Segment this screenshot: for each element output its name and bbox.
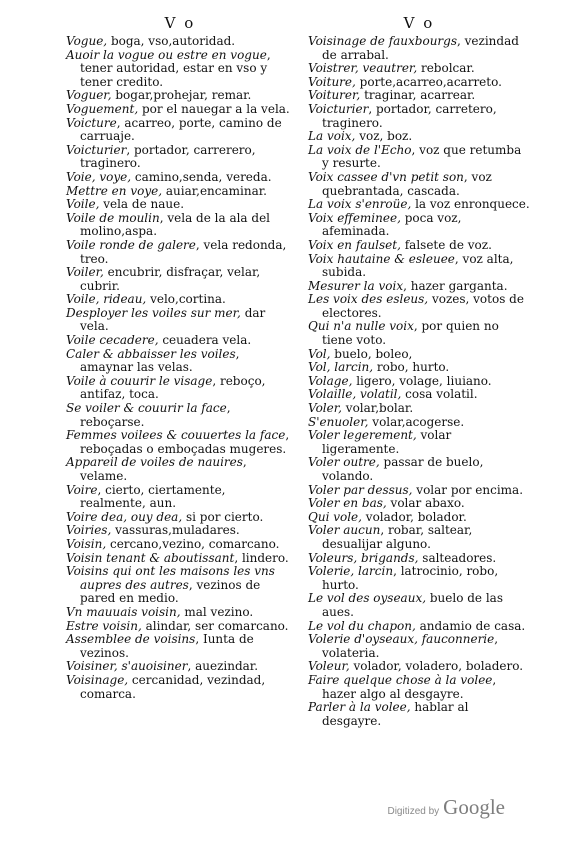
entry-headword: Volage, (308, 373, 353, 388)
entry-definition: , cierto, ciertamente, realmente, aun. (80, 482, 226, 511)
entry-headword: Assemblee de voisins (66, 632, 196, 647)
entry-headword: Voler outre, (308, 455, 380, 470)
entry-definition: , vela redonda, treo. (80, 237, 287, 266)
entry-headword: Appareil de voiles de nauires (66, 455, 243, 470)
entry-definition: , portador, carretero, traginero. (322, 101, 497, 130)
entry-headword: Qui n'a nulle voix (308, 319, 414, 334)
right-entries (308, 35, 530, 728)
entry-definition: encubrir, disfraçar, velar, cubrir. (80, 265, 261, 293)
dictionary-entry (308, 429, 530, 456)
entry-headword: Voicture (66, 115, 117, 130)
entry-headword: Voile, (66, 197, 100, 212)
entry-definition: , reboçarse. (80, 401, 231, 429)
dictionary-entry (66, 402, 294, 429)
dictionary-entry (308, 592, 530, 619)
dictionary-entry (308, 633, 530, 660)
entry-headword: Voix en faulset, (308, 237, 401, 252)
entry-headword: Voix cassee d'vn petit son (308, 169, 464, 184)
entry-definition: boga, vso,autoridad. (107, 34, 236, 48)
dictionary-entry (308, 375, 530, 389)
entry-definition: , amaynar las velas. (80, 346, 240, 375)
entry-headword: Estre voisin, (66, 618, 142, 633)
entry-headword: Qui vole, (308, 509, 362, 524)
entry-headword: Voguer, (66, 88, 112, 103)
dictionary-entry (308, 144, 530, 171)
entry-headword: Vol, larcin, (308, 360, 374, 375)
dictionary-entry (66, 429, 294, 456)
dictionary-entry (308, 402, 530, 416)
dictionary-entry (66, 565, 294, 606)
entry-headword: Voler par dessus, (308, 482, 413, 497)
entry-headword: Voler en bas, (308, 496, 387, 511)
entry-headword: Voisinage, (66, 672, 129, 687)
entry-definition: andamio de casa. (415, 618, 526, 633)
dictionary-entry (66, 293, 294, 307)
dictionary-entry (308, 239, 530, 253)
entry-headword: S'enuoler, (308, 414, 369, 429)
dictionary-entry (308, 253, 530, 280)
entry-headword: Voile cecadere, (66, 333, 159, 348)
entry-definition: dar vela. (80, 305, 266, 334)
dictionary-entry (308, 89, 530, 103)
dictionary-entry (66, 606, 294, 620)
dictionary-entry (66, 212, 294, 239)
entry-definition: , vezinos de pared en medio. (80, 577, 261, 606)
left-entries (66, 35, 294, 701)
dictionary-entry (66, 524, 294, 538)
entry-definition: passar de buelo, volando. (322, 455, 484, 483)
dictionary-entry (308, 524, 530, 551)
dictionary-entry (308, 388, 530, 402)
entry-definition: voz, boz. (355, 129, 413, 144)
dictionary-entry (308, 293, 530, 320)
entry-definition: , reboço, antifaz, toca. (80, 373, 266, 402)
dictionary-entry (66, 307, 294, 334)
entry-headword: Femmes voilees & couuertes la face (66, 428, 286, 443)
entry-definition: ligero, volage, liuiano. (352, 373, 492, 388)
entry-definition: , por quien no tiene voto. (322, 319, 499, 348)
entry-definition: , acarreo, porte, camino de carruaje. (80, 115, 282, 144)
dictionary-entry (66, 633, 294, 660)
entry-definition: rebolcar. (417, 61, 475, 76)
entry-headword: Voisiner, s'auoisiner (66, 659, 188, 674)
entry-definition: cercanidad, vezindad, comarca. (80, 672, 266, 701)
dictionary-entry (308, 198, 530, 212)
entry-definition: , portador, carrerero, traginero. (80, 142, 256, 171)
entry-headword: Caler & abbaisser les voiles (66, 346, 236, 361)
dictionary-entry (308, 348, 530, 362)
dictionary-entry (308, 35, 530, 62)
entry-definition: , vezindad de arrabal. (322, 34, 519, 62)
dictionary-entry (308, 565, 530, 592)
entry-definition: volar,acogerse. (368, 414, 465, 429)
dictionary-entry (66, 375, 294, 402)
dictionary-entry (66, 620, 294, 634)
entry-definition: , velame. (80, 455, 247, 483)
dictionary-entry (66, 35, 294, 49)
dictionary-entry (66, 185, 294, 199)
dictionary-entry (66, 171, 294, 185)
left-column-title: V o (164, 14, 196, 32)
entry-definition: la voz enronquece. (411, 197, 530, 212)
entry-headword: Voicturier (66, 142, 127, 157)
entry-headword: Voguement, (66, 101, 139, 116)
entry-definition: buelo, boleo, (330, 346, 413, 361)
entry-headword: Vn mauuais voisin, (66, 604, 181, 619)
entry-definition: poca voz, afeminada. (322, 210, 462, 239)
dictionary-entry (66, 49, 294, 90)
entry-definition: , Iunta de vezinos. (80, 632, 254, 660)
right-column-title: V o (403, 14, 435, 32)
entry-definition: vassuras,muladares. (111, 523, 240, 538)
entry-definition: camino,senda, vereda. (131, 169, 272, 184)
dictionary-entry (66, 538, 294, 552)
entry-headword: Le vol des oyseaux, (308, 591, 427, 606)
dictionary-entry (66, 334, 294, 348)
entry-headword: Voile de moulin (66, 210, 160, 225)
right-column (308, 14, 530, 728)
entry-definition: porte,acarreo,acarreto. (355, 74, 502, 89)
entry-definition: volar ligeramente. (322, 428, 452, 456)
entry-headword: Voisins qui ont les maisons les vns aupres des autres (66, 564, 275, 592)
entry-definition: bogar,prohejar, remar. (111, 88, 252, 103)
dictionary-entry (66, 484, 294, 511)
entry-headword: Voisin tenant & aboutissant (66, 550, 235, 565)
entry-headword: Voile à couurir le visage (66, 373, 213, 388)
entry-definition: buelo de las aues. (322, 591, 503, 619)
dictionary-entry (308, 212, 530, 239)
entry-headword: Auoir la vogue ou estre en vogue (66, 47, 267, 62)
dictionary-entry (66, 198, 294, 212)
dictionary-entry (308, 62, 530, 76)
dictionary-entry (66, 144, 294, 171)
entry-headword: Volerie d'oyseaux, fauconnerie (308, 632, 495, 647)
entry-headword: La voix de l'Echo (308, 142, 412, 157)
entry-headword: Parler à la volee, (308, 700, 411, 715)
entry-headword: Voicturier (308, 101, 369, 116)
entry-headword: Voiler, (66, 265, 104, 280)
dictionary-entry (308, 497, 530, 511)
dictionary-entry (66, 266, 294, 293)
entry-definition: , robar, saltear, desualijar alguno. (322, 523, 473, 551)
dictionary-entry (308, 130, 530, 144)
entry-headword: Vogue, (66, 34, 108, 48)
entry-definition: volar,bolar. (341, 401, 414, 416)
entry-headword: Voix hautaine & esleuee (308, 251, 455, 266)
dictionary-entry (66, 348, 294, 375)
dictionary-entry (308, 674, 530, 701)
entry-headword: Desployer les voiles sur mer, (66, 305, 241, 320)
dictionary-entry (308, 660, 530, 674)
dictionary-entry (308, 701, 530, 728)
dictionary-entry (308, 484, 530, 498)
dictionary-entry (66, 239, 294, 266)
dictionary-entry (308, 416, 530, 430)
left-column (66, 14, 294, 701)
dictionary-entry (308, 103, 530, 130)
entry-definition: si por cierto. (182, 509, 264, 524)
dictionary-entry (308, 76, 530, 90)
dictionary-entry (308, 320, 530, 347)
entry-definition: , voz que retumba y resurte. (322, 142, 522, 171)
google-logo: Google (443, 795, 505, 819)
entry-definition: falsete de voz. (400, 237, 492, 252)
entry-definition: , auezindar. (187, 659, 259, 674)
entry-headword: Le vol du chapon, (308, 618, 416, 633)
entry-definition: por el nauegar a la vela. (138, 101, 290, 116)
entry-definition: volar por encima. (412, 482, 524, 497)
entry-definition: cercano,vezino, comarcano. (106, 536, 280, 551)
entry-definition: , vela de la ala del molino,aspa. (80, 210, 271, 239)
dictionary-entry (308, 511, 530, 525)
entry-headword: La voix s'enroüe, (308, 197, 412, 212)
entry-headword: Voisinage de fauxbourgs (308, 34, 458, 48)
dictionary-entry (308, 456, 530, 483)
entry-headword: Voie, voye, (66, 169, 132, 184)
entry-definition: , voz quebrantada, cascada. (322, 169, 492, 198)
entry-definition: robo, hurto. (373, 360, 450, 375)
entry-definition: ceuadera vela. (158, 333, 252, 348)
entry-headword: Se voiler & couurir la face (66, 401, 227, 416)
dictionary-entry (308, 361, 530, 375)
entry-headword: Voire (66, 482, 98, 497)
entry-definition: cosa volatil. (401, 387, 478, 402)
dictionary-entry (308, 552, 530, 566)
dictionary-entry (66, 660, 294, 674)
entry-headword: Voleur, (308, 659, 350, 674)
entry-definition: alindar, ser comarcano. (141, 618, 289, 633)
entry-headword: Voix effeminee, (308, 210, 401, 225)
dictionary-entry (66, 674, 294, 701)
entry-definition: volador, bolador. (361, 509, 467, 524)
entry-definition: traginar, acarrear. (360, 88, 476, 103)
entry-headword: Voler, (308, 401, 342, 416)
dictionary-entry (66, 511, 294, 525)
entry-definition: , tener autoridad, estar en vso y tener credito. (80, 47, 271, 89)
entry-headword: Les voix des esleus, (308, 292, 429, 307)
dictionary-entry (308, 171, 530, 198)
entry-headword: Mesurer la voix (308, 278, 404, 293)
entry-definition: velo,cortina. (146, 292, 226, 307)
entry-headword: Faire quelque chose à la volee (308, 672, 493, 687)
entry-definition: , hazer algo al desgayre. (322, 672, 497, 701)
entry-headword: Voire dea, ouy dea, (66, 509, 183, 524)
entry-definition: salteadores. (418, 550, 497, 565)
entry-definition: volador, voladero, boladero. (349, 659, 524, 674)
entry-definition: , hazer garganta. (403, 278, 508, 293)
entry-headword: Vol, (308, 346, 331, 361)
entry-headword: Voiture, (308, 74, 356, 89)
entry-headword: Mettre en voye, (66, 183, 163, 198)
entry-headword: Volaille, volatil, (308, 387, 402, 402)
entry-headword: Voisin, (66, 536, 107, 551)
entry-headword: Voile, rideau, (66, 292, 147, 307)
entry-definition: hablar al desgayre. (322, 700, 469, 728)
entry-definition: , voz alta, subida. (322, 251, 514, 280)
dictionary-entry (308, 620, 530, 634)
entry-definition: auiar,encaminar. (162, 183, 267, 198)
dictionary-entry (66, 89, 294, 103)
entry-headword: Voler aucun (308, 523, 381, 538)
dictionary-entry (308, 280, 530, 294)
digitized-by-label: Digitized by (387, 806, 440, 817)
entry-headword: Voile ronde de galere (66, 237, 196, 252)
entry-definition: , reboçadas o emboçadas mugeres. (80, 428, 290, 456)
dictionary-entry (66, 456, 294, 483)
entry-definition: volar abaxo. (386, 496, 465, 511)
entry-headword: Voiries, (66, 523, 112, 538)
dictionary-entry (66, 117, 294, 144)
entry-definition: , volateria. (322, 632, 499, 660)
entry-headword: Voleurs, brigands, (308, 550, 419, 565)
dictionary-entry (66, 103, 294, 117)
entry-definition: vozes, votos de electores. (322, 292, 524, 320)
entry-headword: Voler legerement, (308, 428, 417, 443)
dictionary-entry (66, 552, 294, 566)
entry-headword: Voiturer, (308, 88, 361, 103)
entry-headword: Voistrer, veautrer, (308, 61, 418, 76)
entry-headword: Volerie, larcin (308, 564, 394, 579)
entry-definition: , latrocinio, robo, hurto. (322, 564, 499, 592)
entry-definition: , lindero. (234, 550, 289, 565)
entry-definition: mal vezino. (180, 604, 254, 619)
digitization-watermark (387, 795, 505, 820)
entry-headword: La voix, (308, 129, 356, 144)
entry-definition: vela de naue. (99, 197, 185, 212)
